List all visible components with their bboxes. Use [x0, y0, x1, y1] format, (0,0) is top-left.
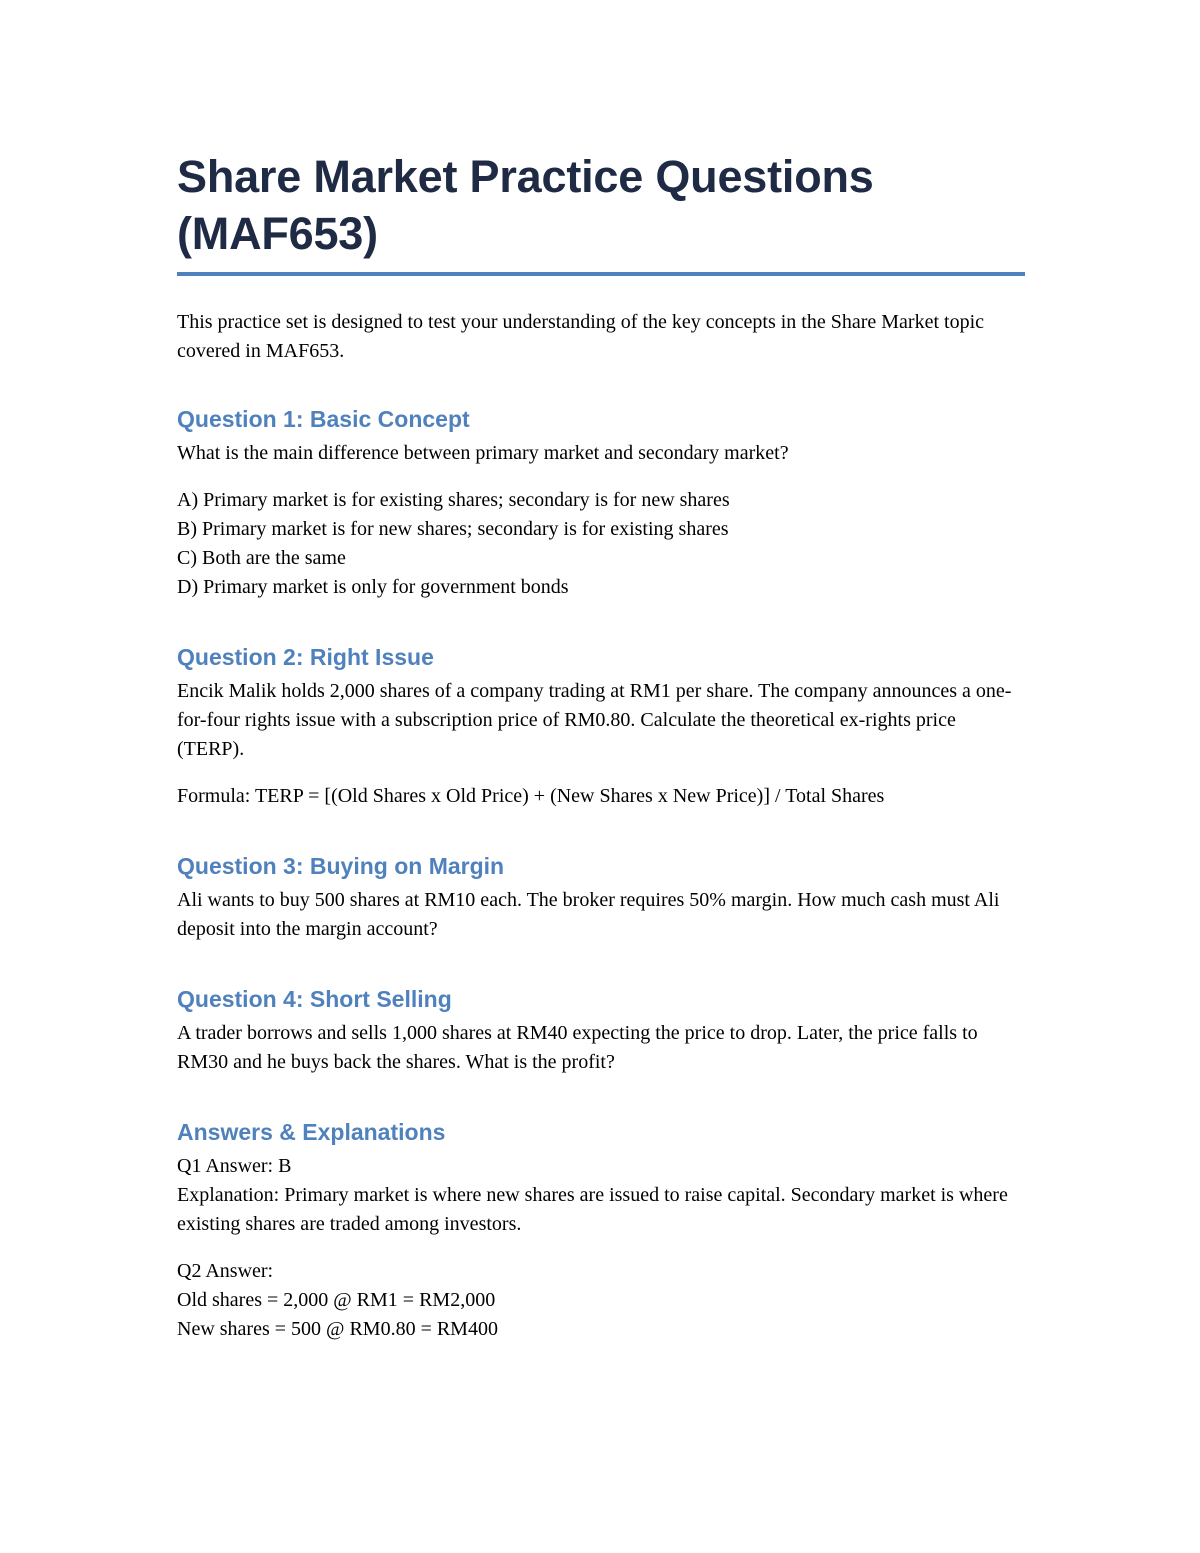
- question-4-text: A trader borrows and sells 1,000 shares at RM40 expecting the price to drop. Later, the price falls to RM30 and he buys back the shares. What is the profit?: [177, 1022, 978, 1073]
- title-underline-divider: [177, 272, 1025, 276]
- answer-2-line-1: Old shares = 2,000 @ RM1 = RM2,000: [177, 1289, 496, 1311]
- answer-1-explanation: Explanation: Primary market is where new shares are issued to raise capital. Secondary market is where existing shares are traded among investors.: [177, 1184, 1008, 1235]
- answers-heading: Answers & Explanations: [177, 1119, 446, 1145]
- answer-2-label: Q2 Answer:: [177, 1260, 274, 1282]
- option-a: A) Primary market is for existing shares; secondary is for new shares: [177, 489, 730, 511]
- page-title: [177, 148, 1025, 262]
- question-3-text: Ali wants to buy 500 shares at RM10 each. The broker requires 50% margin. How much cash must Ali deposit into the margin account?: [177, 889, 1000, 940]
- option-b: B) Primary market is for new shares; secondary is for existing shares: [177, 518, 729, 540]
- intro-paragraph: This practice set is designed to test your understanding of the key concepts in the Share Market topic covered in MAF653.: [177, 311, 985, 362]
- question-2-formula: Formula: TERP = [(Old Shares x Old Price) + (New Shares x New Price)] / Total Shares: [177, 785, 885, 807]
- question-3-heading: Question 3: Buying on Margin: [177, 853, 505, 879]
- question-1-text: What is the main difference between primary market and secondary market?: [177, 442, 789, 464]
- option-c: C) Both are the same: [177, 547, 346, 569]
- question-2-text: Encik Malik holds 2,000 shares of a company trading at RM1 per share. The company announces a one-for-four rights issue with a subscription price of RM0.80. Calculate the theoretical ex-rights price (TERP).: [177, 680, 1012, 760]
- question-4-heading: Question 4: Short Selling: [177, 986, 452, 1012]
- answer-2-line-2: New shares = 500 @ RM0.80 = RM400: [177, 1318, 498, 1340]
- question-1-heading: Question 1: Basic Concept: [177, 406, 470, 432]
- option-d: D) Primary market is only for government bonds: [177, 576, 569, 598]
- answer-1-label: Q1 Answer: B: [177, 1155, 292, 1177]
- answer-1-block: [177, 1152, 1025, 1239]
- answer-2-block: [177, 1257, 1025, 1344]
- question-2-heading: Question 2: Right Issue: [177, 644, 434, 670]
- title-line-2: (MAF653): [177, 208, 378, 259]
- title-line-1: Share Market Practice Questions: [177, 151, 874, 202]
- question-1-options: [177, 486, 1025, 602]
- document-body: [177, 148, 1025, 1344]
